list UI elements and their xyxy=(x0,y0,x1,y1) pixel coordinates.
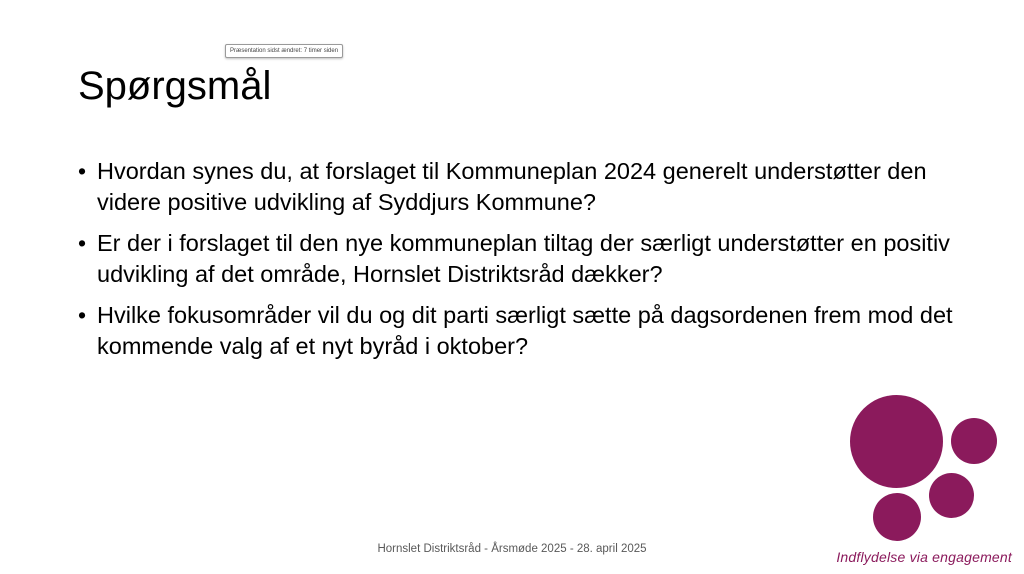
bullet-item: • Hvordan synes du, at forslaget til Kommuneplan 2024 generelt understøtter den videre positive udvikling af Syddjurs Kommune? xyxy=(78,156,958,218)
slide-footer: Hornslet Distriktsråd - Årsmøde 2025 - 28. april 2025 xyxy=(377,543,647,555)
district-council-logo xyxy=(845,392,1005,544)
slide-title[interactable]: Spørgsmål xyxy=(78,64,272,108)
bullet-item: • Er der i forslaget til den nye kommuneplan tiltag der særligt understøtter en positiv udvikling af det område, Hornslet Distriktsråd dækker? xyxy=(78,228,958,290)
bullet-item: • Hvilke fokusområder vil du og dit parti særligt sætte på dagsordenen frem mod det kommende valg af et nyt byråd i oktober? xyxy=(78,300,958,362)
logo-circle-large xyxy=(850,395,943,488)
logo-circle-bottom xyxy=(873,493,921,541)
logo-circle-middle xyxy=(929,473,974,518)
logo-tagline: Indflydelse via engagement xyxy=(836,549,1012,565)
last-modified-tooltip: Præsentation sidst ændret: 7 timer siden xyxy=(225,44,343,58)
bullet-list[interactable] xyxy=(78,156,958,372)
logo-circle-right xyxy=(951,418,997,464)
